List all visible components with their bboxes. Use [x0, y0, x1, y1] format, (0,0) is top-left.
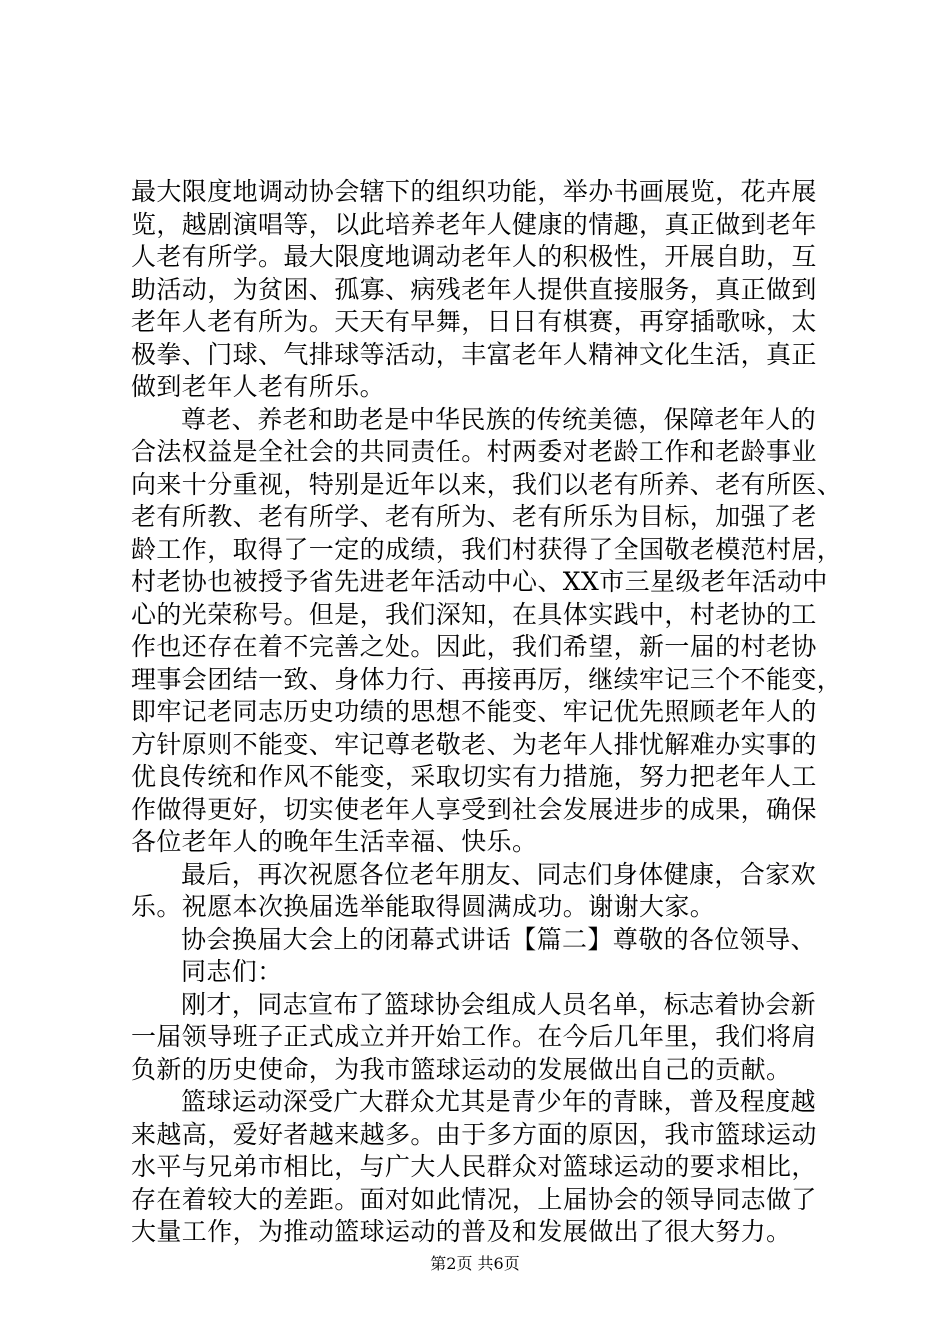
text-line: 方针原则不能变、牢记尊老敬老、为老年人排忧解难办实事的: [131, 729, 817, 759]
text-line: 来越高，爱好者越来越多。由于多方面的原因，我市篮球运动: [131, 1119, 817, 1149]
text-line: 合法权益是全社会的共同责任。村两委对老龄工作和老龄事业: [131, 437, 817, 466]
text-line: 助活动，为贫困、孤寡、病残老年人提供直接服务，真正做到: [131, 274, 817, 304]
page-number-label: 第2页 共6页: [430, 1254, 520, 1273]
text-line: 各位老年人的晚年生活幸福、快乐。: [131, 827, 538, 856]
page-footer: [0, 1254, 950, 1274]
text-line: 作也还存在着不完善之处。因此，我们希望，新一届的村老协: [131, 632, 817, 661]
text-line: 作做得更好，切实使老年人享受到社会发展进步的成果，确保: [131, 794, 817, 824]
text-line: 刚才，同志宣布了篮球协会组成人员名单，标志着协会新: [181, 989, 817, 1019]
text-line: 最大限度地调动协会辖下的组织功能，举办书画展览，花卉展: [131, 177, 817, 206]
text-line: 乐。祝愿本次换届选举能取得圆满成功。谢谢大家。: [131, 892, 716, 921]
text-line: 水平与兄弟市相比，与广大人民群众对篮球运动的要求相比，: [131, 1152, 817, 1181]
text-line: 极拳、门球、气排球等活动，丰富老年人精神文化生活，真正: [131, 339, 817, 369]
text-line: 览，越剧演唱等，以此培养老年人健康的情趣，真正做到老年: [131, 209, 817, 239]
document-body: [131, 176, 843, 1249]
text-line: 同志们：: [181, 957, 283, 986]
text-line: 最后，再次祝愿各位老年朋友、同志们身体健康，合家欢: [181, 859, 817, 889]
text-line: 优良传统和作风不能变，采取切实有力措施，努力把老年人工: [131, 762, 817, 791]
text-line: 一届领导班子正式成立并开始工作。在今后几年里，我们将肩: [131, 1022, 817, 1051]
text-line: 即牢记老同志历史功绩的思想不能变、牢记优先照顾老年人的: [131, 697, 817, 726]
text-line: 做到老年人老有所乐。: [131, 372, 386, 401]
text-line: 村老协也被授予省先进老年活动中心、XX市三星级老年活动中: [131, 567, 828, 596]
text-line: 龄工作，取得了一定的成绩，我们村获得了全国敬老模范村居，: [131, 534, 843, 564]
text-line: 人老有所学。最大限度地调动老年人的积极性，开展自助，互: [131, 242, 817, 271]
text-line: 协会换届大会上的闭幕式讲话【篇二】尊敬的各位领导、: [181, 924, 817, 954]
text-line: 尊老、养老和助老是中华民族的传统美德，保障老年人的: [181, 404, 817, 434]
text-line: 篮球运动深受广大群众尤其是青少年的青睐，普及程度越: [181, 1087, 817, 1116]
text-line: 大量工作，为推动篮球运动的普及和发展做出了很大努力。: [131, 1217, 792, 1246]
text-line: 老有所教、老有所学、老有所为、老有所乐为目标，加强了老: [131, 502, 817, 531]
text-line: 心的光荣称号。但是，我们深知，在具体实践中，村老协的工: [131, 599, 817, 629]
text-line: 理事会团结一致、身体力行、再接再厉，继续牢记三个不能变，: [131, 664, 843, 694]
text-line: 老年人老有所为。天天有早舞，日日有棋赛，再穿插歌咏，太: [131, 307, 817, 336]
text-line: 存在着较大的差距。面对如此情况，上届协会的领导同志做了: [131, 1184, 817, 1214]
text-line: 向来十分重视，特别是近年以来，我们以老有所养、老有所医、: [131, 469, 843, 499]
text-line: 负新的历史使命，为我市篮球运动的发展做出自己的贡献。: [131, 1054, 792, 1084]
